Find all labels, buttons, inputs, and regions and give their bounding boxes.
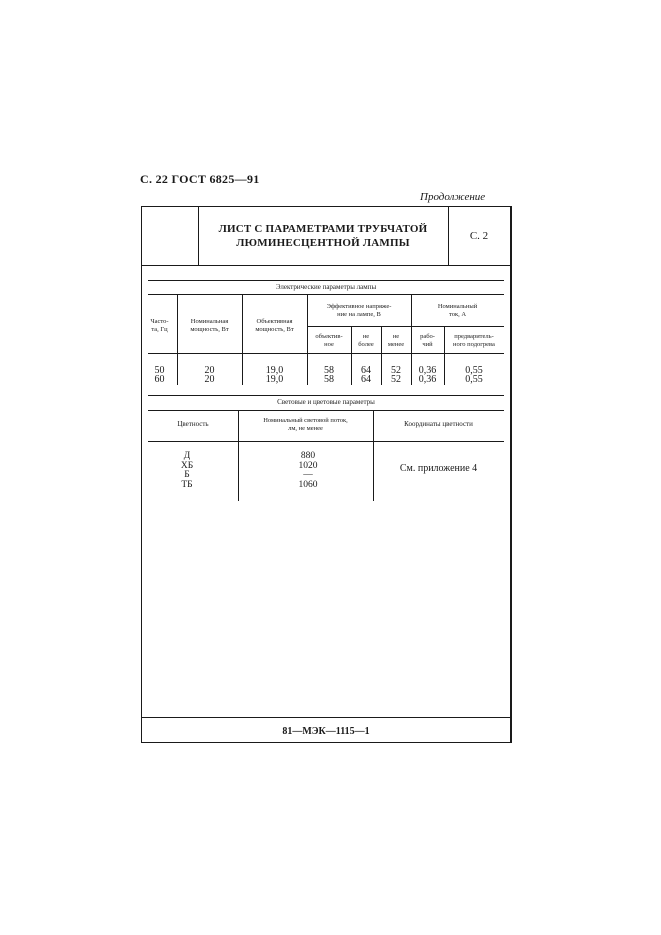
color-item: ТБ <box>181 479 193 490</box>
header-luminous-flux: Номинальный световой поток, лм, не менее <box>263 417 348 432</box>
light-top-rule <box>148 395 504 396</box>
electrical-top-rule <box>148 280 504 281</box>
footer-code: 81—МЭК—1115—1 <box>282 726 370 737</box>
color-item: ХБ <box>180 460 194 471</box>
header-objective-power: Объективная мощность, Вт <box>255 318 294 333</box>
page-header: С. 22 ГОСТ 6825—91 <box>140 172 260 186</box>
sheet-title <box>198 207 449 265</box>
flux-item: 1060 <box>298 479 318 490</box>
header-objective-voltage: объектив- ное <box>315 333 343 348</box>
parameter-sheet: ЛИСТ С ПАРАМЕТРАМИ ТРУБЧАТОЙ ЛЮМИНЕСЦЕНТНОЙ ЛАМПЫ С. 2 Электрические параметры лампы Часто- та, Гц Номинальная мощность, Вт Объективная мощность, Вт Эффективное напряже- ние на лампе, В объектив- ное не более не менее Номинальный ток, А рабо- чий предваритель- ного подогрева 50 20 19,0 58 64 52 0,36 0,55 60 20 19,0 58 64 52 0,36 0,55 Световые и цветовые параметры Цветность Номинальный световой поток, лм, не менее Координаты цветности Д ХБ Б ТБ 880 1020 — 1060 См. приложение 4 81—МЭК—1115—1 <box>141 206 512 743</box>
header-not-more: не более <box>358 333 374 348</box>
header-effective-voltage: Эффективное напряже- ние на лампе, В <box>326 303 392 318</box>
flux-list <box>282 452 334 490</box>
subheader-rule <box>307 326 504 327</box>
color-item: Д <box>183 451 191 461</box>
continuation-label: Продолжение <box>420 191 486 203</box>
sheet-number: С. 2 <box>469 230 489 242</box>
color-coordinates-value: См. приложение 4 <box>399 463 478 474</box>
header-color: Цветность <box>177 420 209 428</box>
header-color-coordinates: Координаты цветности <box>404 420 473 428</box>
electrical-caption-rule <box>148 294 504 295</box>
title-left-cell <box>142 207 199 265</box>
light-caption-rule <box>148 410 504 411</box>
header-nominal-power: Номинальная мощность, Вт <box>190 318 229 333</box>
sheet-title-line1: ЛИСТ С ПАРАМЕТРАМИ ТРУБЧАТОЙ <box>218 223 428 235</box>
header-nominal-current: Номинальный ток, А <box>437 303 478 318</box>
light-header-rule <box>148 441 504 442</box>
header-working-current: рабо- чий <box>420 333 435 348</box>
header-not-less: не менее <box>387 333 405 348</box>
electrical-caption: Электрические параметры лампы <box>275 283 377 291</box>
header-preheat-current: предваритель- ного подогрева <box>453 333 495 348</box>
header-bottom-rule <box>148 353 504 354</box>
sheet-title-line2: ЛЮМИНЕСЦЕНТНОЙ ЛАМПЫ <box>236 237 410 249</box>
footer-rule <box>142 717 510 718</box>
color-list <box>172 452 202 490</box>
flux-item: 1020 <box>298 460 318 471</box>
header-frequency: Часто- та, Гц <box>150 318 169 333</box>
light-caption: Световые и цветовые параметры <box>277 398 375 406</box>
color-item: Б <box>184 470 190 480</box>
flux-item: 880 <box>300 451 316 461</box>
flux-item: — <box>303 470 313 480</box>
